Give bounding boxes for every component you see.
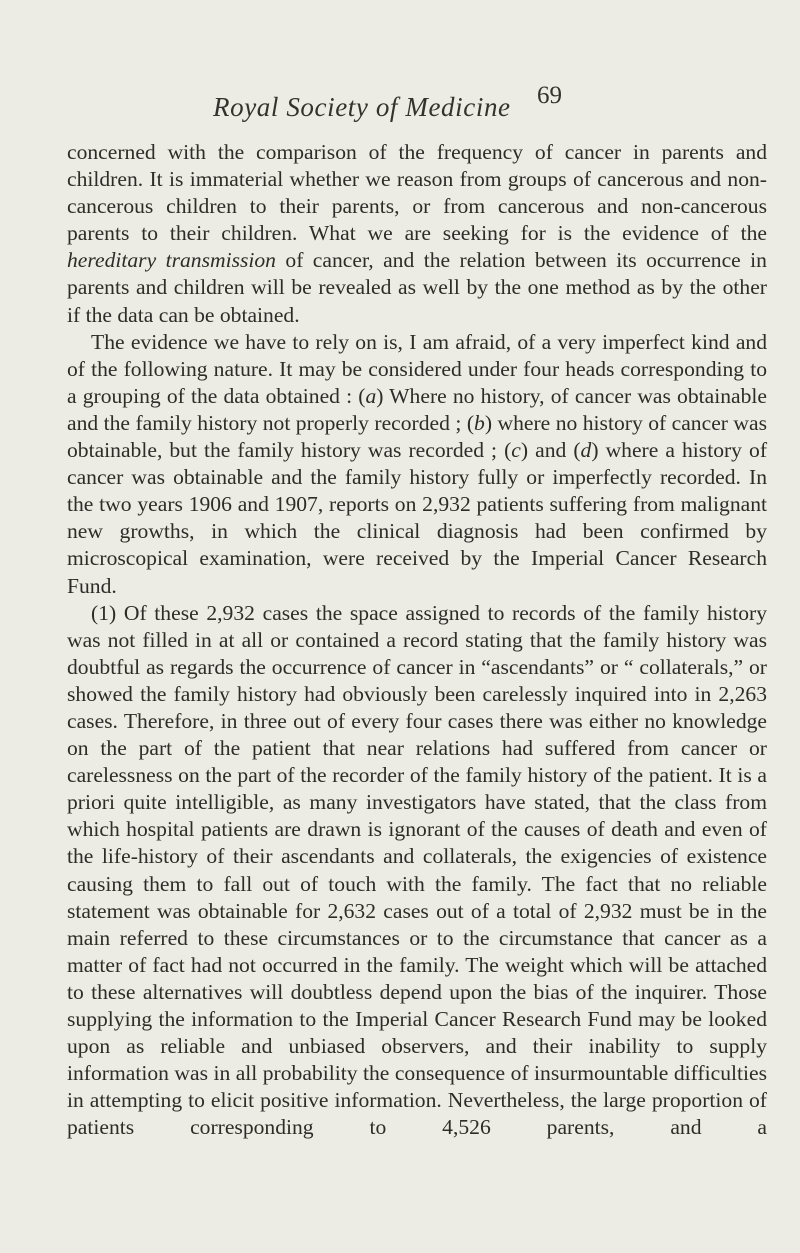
running-head-title: Royal Society of Medicine (213, 92, 511, 122)
body-text (67, 139, 767, 1141)
paragraph-cases: (1) Of these 2,932 cases the space assigned to records of the family history was not filled in at all or contained a record stating that the family history was doubtful as regards the occurrence of cancer in “ascendants” or “ collaterals,” or showed the family history had obviously been carelessly inquired into in 2,263 cases. Therefore, in three out of every four cases there was either no knowledge on the part of the patient that near relations had suffered from cancer or carelessness on the part of the recorder of the family history of the patient. It is a priori quite intelligible, as many investigators have stated, that the class from which hospital patients are drawn is ignorant of the causes of death and even of the life-history of their ascendants and collaterals, the exigencies of existence causing them to fall out of touch with the family. The fact that no reliable statement was obtainable for 2,632 cases out of a total of 2,932 must be in the main referred to these circumstances or to the circumstance that cancer as a matter of fact had not occurred in the family. The weight which will be attached to these alternatives will doubtless depend upon the bias of the inquirer. Those supplying the information to the Imperial Cancer Research Fund may be looked upon as reliable and unbiased observers, and their inability to supply information was in all probability the consequence of insurmountable difficulties in attempting to elicit positive information. Nevertheless, the large proportion of patients corresponding to 4,526 parents, and a (67, 600, 767, 1140)
page-number: 69 (537, 82, 562, 109)
paragraph-comparison: concerned with the comparison of the frequency of cancer in parents and children. It is immaterial whether we reason from groups of cancerous and non-cancerous children to their parents, or from cancerous and non-cancerous parents to their children. What we are seeking for is the evidence of the hereditary transmission of cancer, and the relation between its occurrence in parents and children will be revealed as well by the one method as by the other if the data can be obtained. (67, 140, 767, 327)
emphasis-hereditary-transmission: hereditary transmission (67, 248, 276, 273)
paragraph-evidence: The evidence we have to rely on is, I am afraid, of a very imperfect kind and of the following nature. It may be considered under four heads corresponding to a grouping of the data obtained : (a) Where no history, of cancer was obtainable and the family history not properly recorded ; (b) where no history of cancer was obtainable, but the family history was recorded ; (c) and (d) where a history of cancer was obtainable and the family history fully or imperfectly recorded. In the two years 1906 and 1907, reports on 2,932 patients suffering from malignant new growths, in which the clinical diagnosis had been confirmed by microscopical examination, were received by the Imperial Cancer Research Fund. (67, 329, 768, 598)
